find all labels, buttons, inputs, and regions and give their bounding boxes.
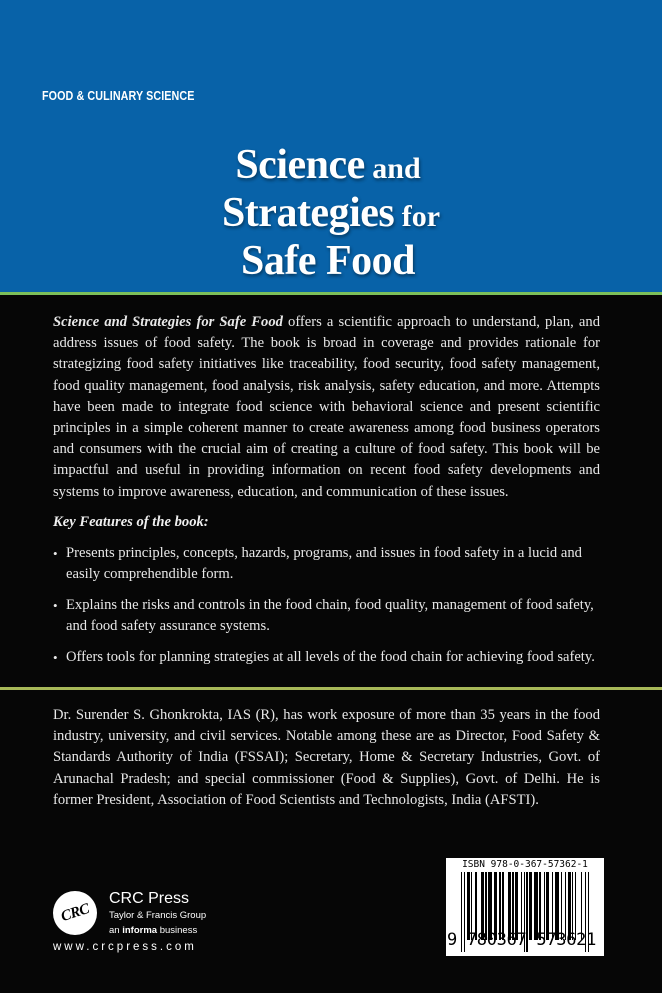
crc-logo-icon: CRC — [53, 891, 97, 935]
feature-item: • Presents principles, concepts, hazards, programs, and issues in food safety in a lucid and easily comprehendible form. — [53, 543, 613, 585]
author-bio: Dr. Surender S. Ghonkrokta, IAS (R), has work exposure of more than 35 years in the food industry, university, and civil services. Notable among these are as Director, Food Safety & Standards Authority of India (FSSAI); Secretary, Home & Secretary Industries, Govt. of Arunachal Pradesh; and special commissioner (Food & Supplies), Govt. of Delhi. He is former President, Association of Food Scientists and Technologists, India (AFSTI). — [53, 707, 600, 808]
series-label: FOOD & CULINARY SCIENCE — [42, 89, 195, 103]
key-features-heading: Key Features of the book: — [53, 514, 209, 530]
book-description — [53, 312, 600, 503]
top-divider — [0, 292, 662, 295]
bottom-divider — [0, 687, 662, 690]
title-line3-big: Safe Food — [241, 238, 415, 284]
description-body: offers a scientific approach to understand, plan, and address issues of food safety. The book is broad in coverage and provides rationale for strategizing food safety initiatives like traceability, food security, food safety management, food quality management, food analysis, risk analysis, safety education, and more. Attempts have been made to integrate food science with behavioral science and present scientific principles in a simple coherent manner to create awareness among food business operators and consumers with the crucial aim of creating a culture of food safety. This book will be impactful and useful in providing information on recent food safety developments and systems to improve awareness, education, and communication of these issues. — [53, 314, 600, 500]
publisher-name: CRC Press — [109, 890, 190, 907]
description-book-title: Science and Strategies for Safe Food — [53, 314, 283, 330]
title-line1-small: and — [364, 152, 421, 185]
title-line1-big: Science — [235, 142, 365, 188]
feature-item: • Explains the risks and controls in the food chain, food quality, management of food safety, and food safety assurance systems. — [53, 595, 613, 637]
title-line2-small: for — [394, 200, 441, 233]
feature-item: • Offers tools for planning strategies at all levels of the food chain for achieving food safety. — [53, 647, 613, 668]
publisher-logo — [53, 888, 233, 958]
cover-top-band — [0, 0, 662, 292]
key-features-list — [53, 543, 613, 678]
publisher-url: www.crcpress.com — [53, 941, 197, 953]
publisher-tagline: an informa business — [109, 925, 198, 936]
isbn-label: ISBN 978-0-367-57362-1 — [462, 859, 588, 870]
isbn-barcode — [446, 858, 604, 956]
publisher-group: Taylor & Francis Group — [109, 910, 207, 921]
title-line2-big: Strategies — [221, 190, 395, 236]
ean-digits: 9 780367 573621 — [447, 930, 597, 950]
book-title — [0, 143, 662, 286]
